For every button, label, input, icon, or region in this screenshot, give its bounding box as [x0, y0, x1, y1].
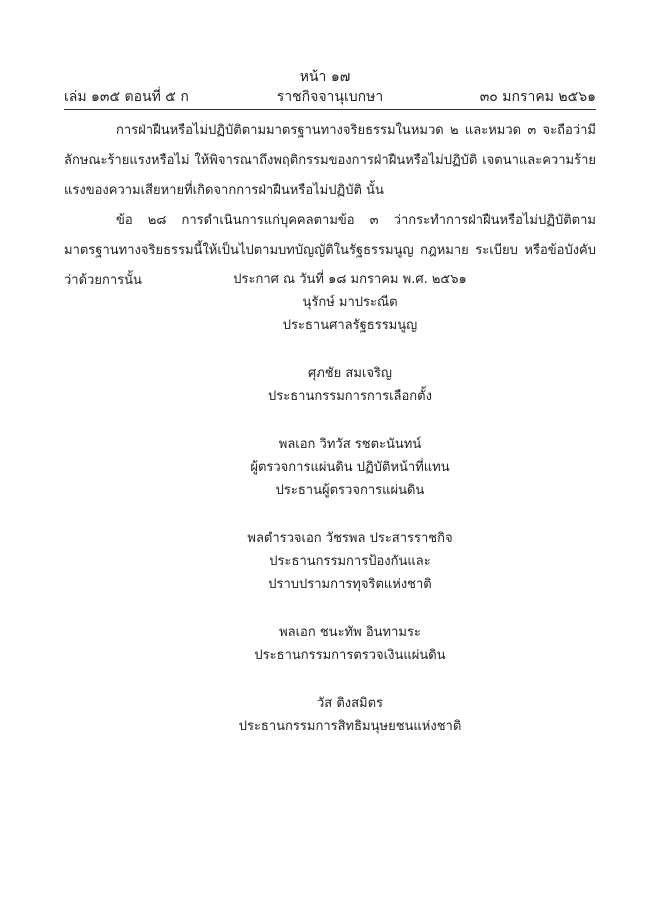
signature-block — [180, 527, 520, 596]
signatory-title: ประธานผู้ตรวจการแผ่นดิน — [275, 483, 425, 498]
body-paragraph: การฝ่าฝืนหรือไม่ปฏิบัติตามมาตรฐานทางจริยธรรมในหมวด ๒ และหมวด ๓ จะถือว่ามีลักษณะร้ายแรงหรือไม่ ให้พิจารณาถึงพฤติกรรมของการฝ่าฝืนหรือไม่ปฏิบัติ เจตนาและความร้ายแรงของความเสียหายที่เกิดจากการฝ่าฝืนหรือไม่ปฏิบัติ นั้น — [64, 123, 596, 198]
signature-block — [180, 362, 520, 408]
signatory-title: ปราบปรามการทุจริตแห่งชาติ — [268, 577, 432, 592]
signatory-name: นุรักษ์ มาประณีต — [302, 295, 398, 310]
header-divider — [64, 109, 596, 110]
signatory-name: พลเอก ชนะทัพ อินทามระ — [279, 625, 421, 640]
body-paragraph: ข้อ ๒๘ การดำเนินการแก่บุคคลตามข้อ ๓ ว่ากระทำการฝ่าฝืนหรือไม่ปฏิบัติตามมาตรฐานทางจริยธรรมนี้ให้เป็นไปตามบทบัญญัติในรัฐธรรมนูญ กฎหมาย ระเบียบ หรือข้อบังคับว่าด้วยการนั้น — [64, 213, 596, 288]
signature-section — [180, 268, 520, 763]
signatory-title: ประธานกรรมการสิทธิมนุษยชนแห่งชาติ — [238, 719, 462, 734]
signatory-title: ประธานศาลรัฐธรรมนูญ — [282, 318, 418, 333]
signature-block — [180, 692, 520, 738]
signature-block — [180, 621, 520, 667]
signatory-title: ผู้ตรวจการแผ่นดิน ปฏิบัติหน้าที่แทน — [250, 460, 450, 475]
signatory-name: พลเอก วิทวัส รชตะนันทน์ — [278, 437, 422, 452]
announcement-date: ประกาศ ณ วันที่ ๑๘ มกราคม พ.ศ. ๒๕๖๑ — [233, 272, 467, 287]
publication-name: ราชกิจจานุเบกษา — [276, 89, 384, 105]
page-number: หน้า ๑๗ — [299, 69, 351, 85]
volume-issue: เล่ม ๑๓๕ ตอนที่ ๕ ก — [64, 89, 189, 105]
signatory-title: ประธานกรรมการตรวจเงินแผ่นดิน — [254, 648, 446, 663]
gazette-header — [64, 86, 596, 106]
signature-block — [180, 433, 520, 502]
signatory-title: ประธานกรรมการป้องกันและ — [269, 554, 431, 569]
signatory-name: วัส ติงสมิตร — [316, 696, 384, 711]
publication-date: ๓๐ มกราคม ๒๕๖๑ — [479, 89, 596, 105]
signatory-title: ประธานกรรมการการเลือกตั้ง — [268, 389, 432, 404]
signatory-name: ศุภชัย สมเจริญ — [307, 366, 393, 381]
signatory-name: พลตำรวจเอก วัชรพล ประสารราชกิจ — [247, 531, 453, 546]
signature-block — [180, 268, 520, 337]
